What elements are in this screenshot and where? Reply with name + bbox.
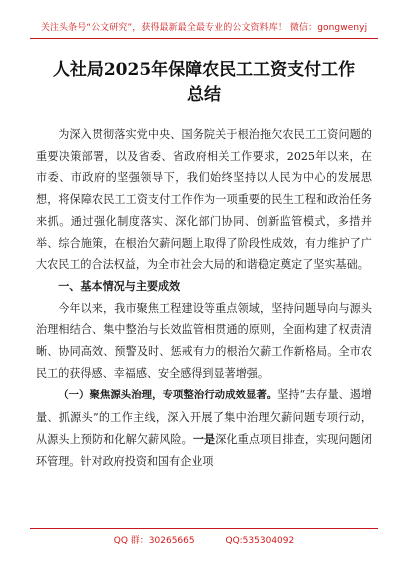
document-body (36, 124, 372, 472)
document-title (30, 58, 378, 108)
intro-paragraph: 为深入贯彻落实党中央、国务院关于根治拖欠农民工工资问题的重要决策部署，以及省委、省政府相关工作要求，2025年以来，在市委、市政府的坚强领导下，我们始终坚持以人民为中心的发展思想，将保障农民工工资支付工作作为一项重要的民生工程和政治任务来抓。通过强化制度落实、深化部门协同、创新监管模式，多措并举、综合施策，在根治欠薪问题上取得了阶段性成效，有力维护了广大农民工的合法权益，为全市社会大局的和谐稳定奠定了坚实基础。 (36, 128, 372, 272)
subsection-text: 坚持“去存量、遏增量、抓源头”的工作主线，深入开展了集中治理欠薪问题专项行动，从源头上预防和化解欠薪风险。 (36, 388, 372, 446)
footer-qq: QQ:535304092 (225, 536, 295, 546)
subsection-paragraph (36, 384, 372, 472)
document-title-line-2: 总结 (187, 85, 221, 105)
section-heading: 一、基本情况与主要成效 (58, 279, 181, 293)
subsection-lead: （一）聚焦源头治理，专项整治行动成效显著。 (58, 389, 278, 402)
point-text: 深化重点项目排查，实现问题闭环管理。针对政府投资和国有企业项 (36, 432, 372, 468)
header-banner: 关注头条号“公文研究”，获得最新最全最专业的公文资料库！ 微信：gongwenyj (40, 23, 368, 33)
point-lead: 一是 (192, 432, 216, 446)
section-paragraph: 今年以来，我市聚焦工程建设等重点领域，坚持问题导向与源头治理相结合、集中整治与长效监管相贯通的原则，全面构建了权责清晰、协同高效、预警及时、惩戒有力的根治欠薪工作新格局。全市农民工的获得感、幸福感、安全感得到显著增强。 (36, 301, 372, 380)
document-title-line-1: 人社局2025年保障农民工工资支付工作 (52, 60, 356, 80)
header-divider (30, 38, 378, 39)
footer-qq-group: QQ 群：30265665 (113, 536, 195, 546)
footer-divider (30, 528, 378, 529)
footer-contact (0, 533, 408, 546)
